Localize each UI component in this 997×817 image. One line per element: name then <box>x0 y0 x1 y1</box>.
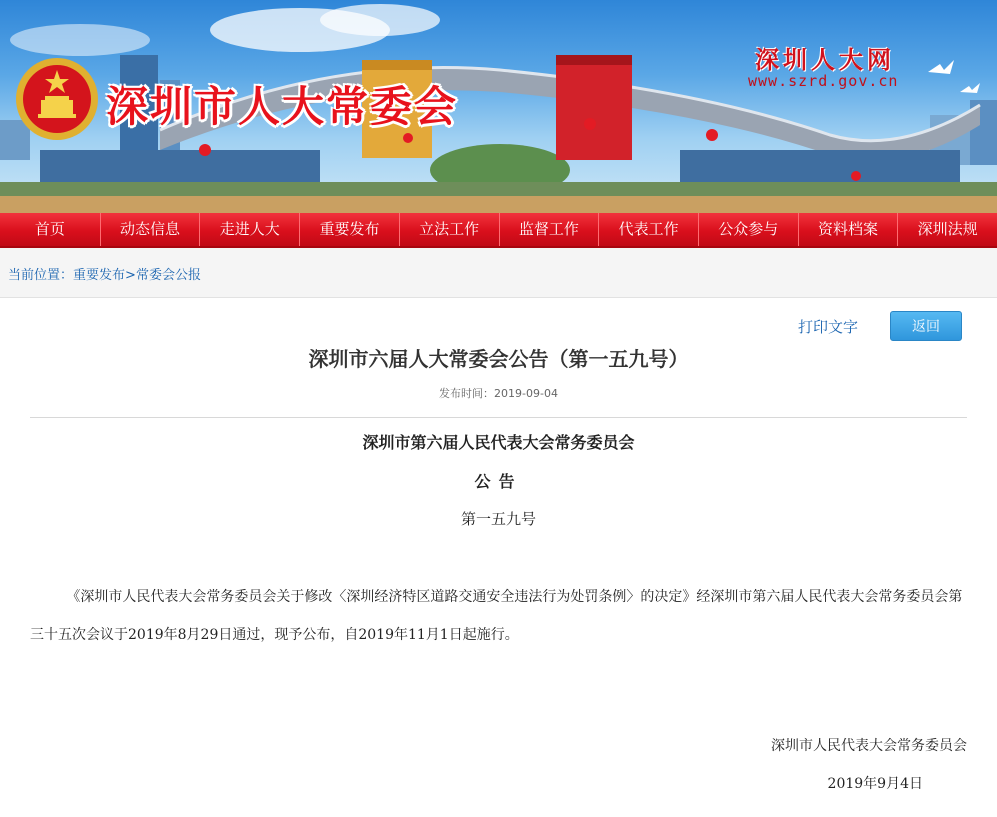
nav-item-home[interactable]: 首页 <box>34 220 65 238</box>
nav-item-regulations[interactable]: 深圳法规 <box>897 213 997 246</box>
signature-date: 2019年9月4日 <box>827 776 923 792</box>
brand-name: 深圳人大网 <box>755 45 895 74</box>
nav-item-legislation[interactable]: 立法工作 <box>399 213 499 246</box>
nav-item-public[interactable]: 公众参与 <box>698 213 798 246</box>
breadcrumb <box>8 264 201 283</box>
site-title: 深圳市人大常委会 <box>106 82 459 131</box>
brand-url: www.szrd.gov.cn <box>748 72 899 90</box>
header-banner <box>0 0 997 213</box>
print-text-link[interactable]: 打印文字 <box>798 318 859 336</box>
breadcrumb-prefix: 当前位置： <box>8 268 74 283</box>
notice-number: 第一五九号 <box>460 510 536 528</box>
breadcrumb-link-releases[interactable]: 重要发布 <box>73 268 126 283</box>
article-title: 深圳市六届人大常委会公告（第一五九号） <box>308 347 689 371</box>
nav-item-deputies[interactable]: 代表工作 <box>598 213 698 246</box>
publish-time: 发布时间：2019-09-04 <box>439 387 558 400</box>
nav-item-news[interactable]: 动态信息 <box>100 213 200 246</box>
article-body: 《深圳市人民代表大会常务委员会关于修改〈深圳经济特区道路交通安全违法行为处罚条例〉的决定》经深圳市第六届人民代表大会常务委员会第三十五次会议于2019年8月29日通过，现予公布，自2019年11月1日起施行。 <box>30 589 963 643</box>
signature-org: 深圳市人民代表大会常务委员会 <box>771 738 967 754</box>
nav-item-releases[interactable]: 重要发布 <box>299 213 399 246</box>
back-button[interactable]: 返回 <box>890 311 962 341</box>
breadcrumb-bar <box>0 248 997 298</box>
nav-item-about[interactable]: 走进人大 <box>199 213 299 246</box>
notice-heading: 公告 <box>474 472 523 491</box>
national-emblem-icon <box>14 56 100 142</box>
breadcrumb-link-bulletin[interactable]: 常委会公报 <box>135 268 201 283</box>
nav-item-archives[interactable]: 资料档案 <box>798 213 898 246</box>
main-nav <box>0 213 997 248</box>
breadcrumb-separator: > <box>125 268 136 283</box>
issuer-heading: 深圳市第六届人民代表大会常务委员会 <box>362 433 635 452</box>
divider <box>30 417 967 418</box>
nav-item-supervision[interactable]: 监督工作 <box>499 213 599 246</box>
